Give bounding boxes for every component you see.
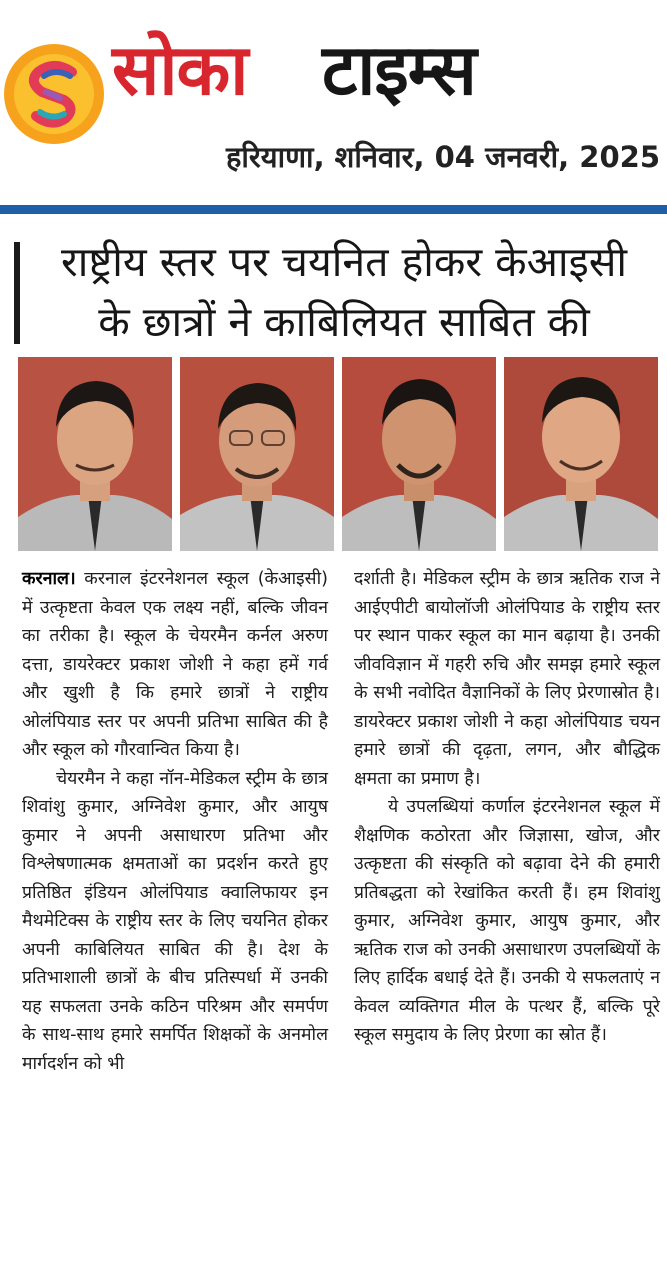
headline-accent-bar [14, 242, 20, 344]
brand-name-times: टाइम्स [322, 29, 476, 111]
headline-line-2: के छात्रों ने काबिलियत साबित की [98, 298, 590, 346]
article-paragraph-3: दर्शाती है। मेडिकल स्ट्रीम के छात्र ऋतिक राज ने आईएपीटी बायोलॉजी ओलंपियाड के राष्ट्रीय स्तर पर स्थान पाकर स्कूल का मान बढ़ाया है। उनकी जीवविज्ञान में गहरी रुचि और समझ हमारे स्कूल के सभी नवोदित वैज्ञानिकों के लिए प्रेरणास्रोत है। डायरेक्टर प्रकाश जोशी ने कहा ओलंपियाड चयन हमारे छात्रों की दृढ़ता, लगन, और बौद्धिक क्षमता का प्रमाण है। [354, 569, 660, 789]
masthead [0, 0, 667, 200]
masthead-divider [0, 205, 667, 214]
student-photo-1 [18, 357, 172, 551]
student-photo-3 [342, 357, 496, 551]
student-photo-4 [504, 357, 658, 551]
article-paragraph-2: चेयरमैन ने कहा नॉन-मेडिकल स्ट्रीम के छात्र शिवांशु कुमार, अग्निवेश कुमार, और आयुष कुमार ने अपनी असाधारण प्रतिभा और विश्लेषणात्मक क्षमताओं का प्रदर्शन करते हुए प्रतिष्ठित इंडियन ओलंपियाड क्वालिफायर इन मैथमेटिक्स के राष्ट्रीय स्तर के लिए चयनित होकर अपनी काबिलियत साबित की है। देश के प्रतिभाशाली छात्रों के बीच प्रतिस्पर्धा में उनकी यह सफलता उनके कठिन परिश्रम और समर्पण के साथ-साथ हमारे समर्पित शिक्षकों के अनमोल मार्गदर्शन को भी [22, 768, 328, 1074]
brand-name-soka: सोका [112, 29, 248, 111]
article-headline [24, 232, 664, 352]
article-paragraph-1 [22, 565, 328, 765]
article-dateline: करनाल। [22, 569, 76, 589]
article-column-right [354, 565, 660, 1050]
edition-dateline: हरियाणा, शनिवार, 04 जनवरी, 2025 [225, 140, 660, 174]
soka-logo-icon [2, 42, 106, 146]
student-photo-2 [180, 357, 334, 551]
headline-line-1: राष्ट्रीय स्तर पर चयनित होकर केआइसी [60, 238, 628, 286]
article-column-left [22, 565, 328, 1078]
student-photos [18, 357, 660, 551]
article-paragraph-1-text: करनाल इंटरनेशनल स्कूल (केआइसी) में उत्कृष्टता केवल एक लक्ष्य नहीं, बल्कि जीवन का तरीका है। स्कूल के चेयरमैन कर्नल अरुण दत्ता, डायरेक्टर प्रकाश जोशी ने कहा हमें गर्व और खुशी है कि हमारे छात्रों ने राष्ट्रीय ओलंपियाड स्तर पर अपनी प्रतिभा साबित की है और स्कूल को गौरवान्वित किया है। [22, 569, 328, 760]
article-paragraph-4: ये उपलब्धियां कर्णाल इंटरनेशनल स्कूल में शैक्षणिक कठोरता और जिज्ञासा, खोज, और उत्कृष्टता की संस्कृति को बढ़ावा देने की हमारी प्रतिबद्धता को रेखांकित करती हैं। हम शिवांशु कुमार, अग्निवेश कुमार, आयुष कुमार, और ऋतिक राज को उनकी असाधारण उपलब्धियों के लिए हार्दिक बधाई देते हैं। उनकी ये सफलताएं न केवल व्यक्तिगत मील के पत्थर हैं, बल्कि पूरे स्कूल समुदाय के लिए प्रेरणा का स्रोत हैं। [354, 797, 660, 1045]
